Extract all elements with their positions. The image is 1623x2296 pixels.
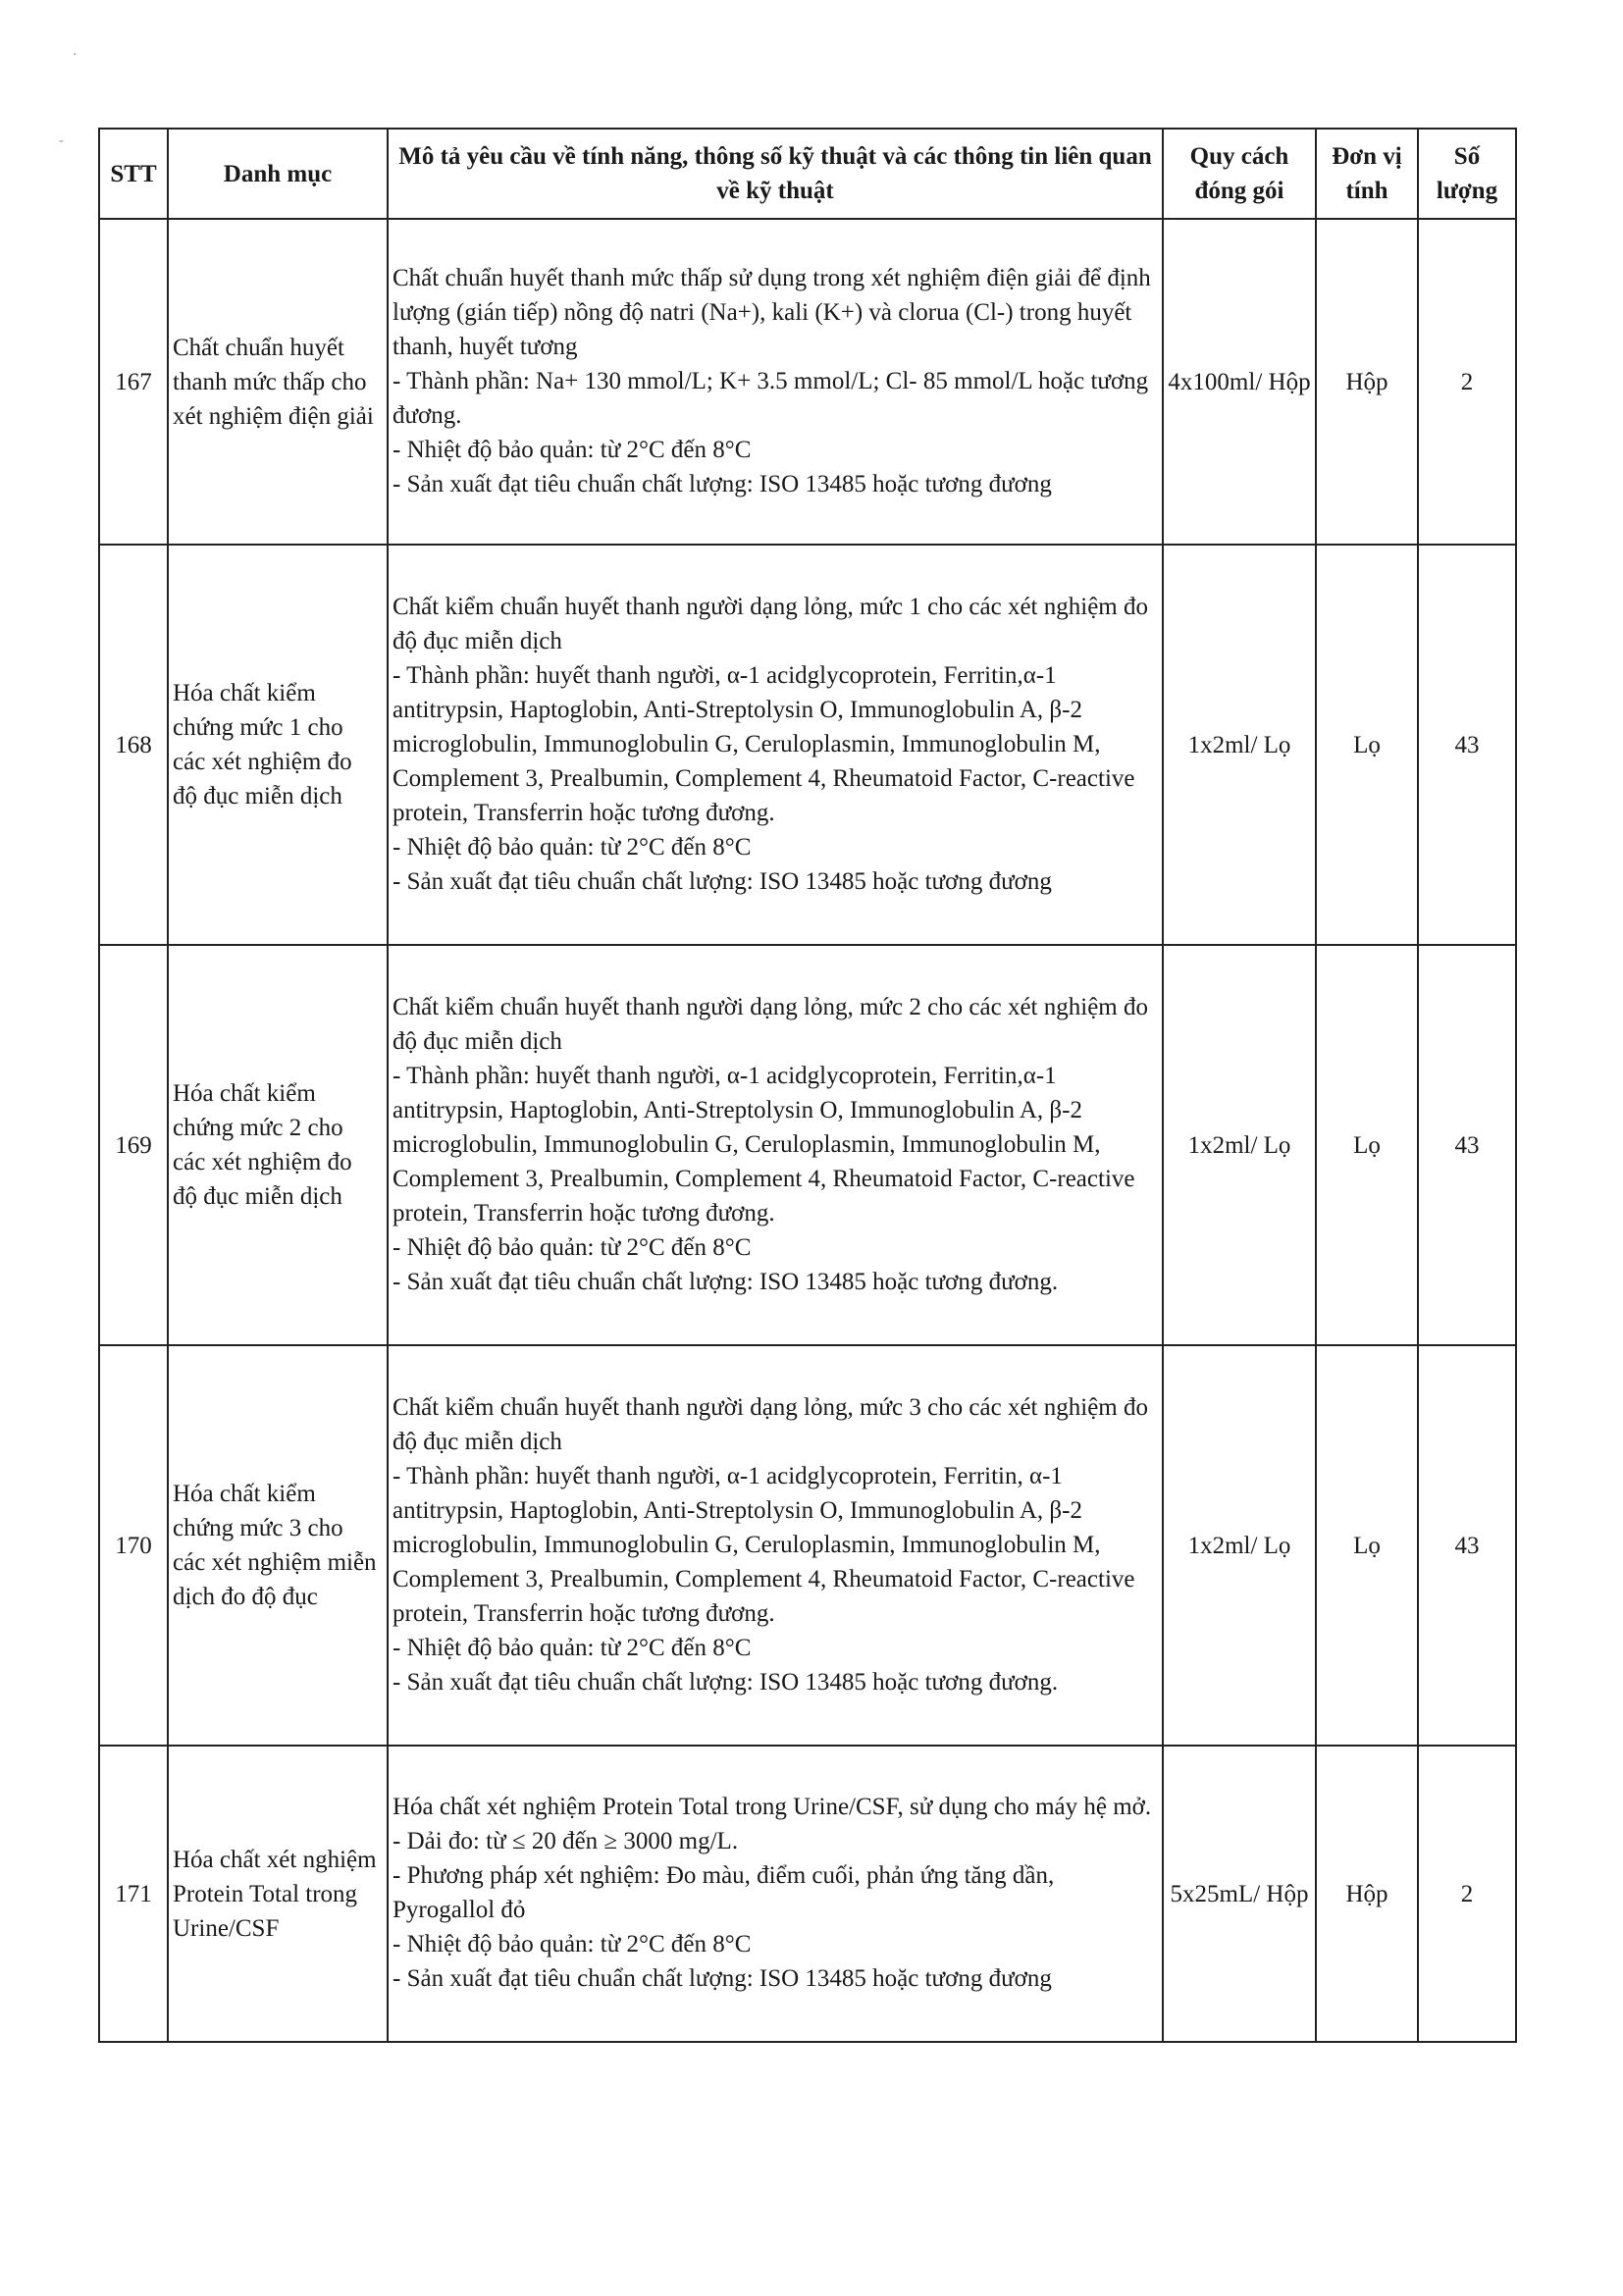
row-unit: Hộp — [1316, 1746, 1418, 2042]
row-stt: 167 — [99, 219, 168, 545]
row-stt: 168 — [99, 545, 168, 945]
row-name: Chất chuẩn huyết thanh mức thấp cho xét nghiệm điện giải — [168, 219, 388, 545]
header-quantity: Số lượng — [1418, 129, 1516, 219]
table-row — [99, 1345, 1516, 1746]
row-name: Hóa chất kiểm chứng mức 2 cho các xét nghiệm đo độ đục miễn dịch — [168, 945, 388, 1345]
description-line: Hóa chất xét nghiệm Protein Total trong Urine/CSF, sử dụng cho máy hệ mở. — [393, 1794, 1152, 1820]
scan-speck: · — [73, 47, 78, 63]
row-packaging: 1x2ml/ Lọ — [1163, 1345, 1316, 1746]
description-line: - Nhiệt độ bảo quản: từ 2°C đến 8°C — [393, 436, 752, 463]
row-description — [388, 219, 1163, 545]
row-quantity: 43 — [1418, 945, 1516, 1345]
row-name: Hóa chất kiểm chứng mức 1 cho các xét nghiệm đo độ đục miễn dịch — [168, 545, 388, 945]
description-line: - Sản xuất đạt tiêu chuẩn chất lượng: ISO 13485 hoặc tương đương — [393, 1965, 1052, 1992]
row-name: Hóa chất xét nghiệm Protein Total trong Urine/CSF — [168, 1746, 388, 2042]
scan-speck: - — [59, 133, 65, 149]
table-row — [99, 219, 1516, 545]
row-packaging: 4x100ml/ Hộp — [1163, 219, 1316, 545]
header-description: Mô tả yêu cầu về tính năng, thông số kỹ thuật và các thông tin liên quan về kỹ thuật — [388, 129, 1163, 219]
header-stt: STT — [99, 129, 168, 219]
row-description — [388, 1345, 1163, 1746]
description-line: Chất kiểm chuẩn huyết thanh người dạng lỏng, mức 1 cho các xét nghiệm đo độ đục miễn dịch — [393, 593, 1148, 654]
header-unit: Đơn vị tính — [1316, 129, 1418, 219]
row-quantity: 2 — [1418, 1746, 1516, 2042]
row-packaging: 1x2ml/ Lọ — [1163, 945, 1316, 1345]
row-packaging: 5x25mL/ Hộp — [1163, 1746, 1316, 2042]
table-row — [99, 945, 1516, 1345]
row-quantity: 2 — [1418, 219, 1516, 545]
description-line: - Thành phần: huyết thanh người, α-1 acidglycoprotein, Ferritin, α-1 antitrypsin, Haptoglobin, Anti-Streptolysin O, Immunoglobulin A, β-2 microglobulin, Immunoglobulin G, Ceruloplasmin, Immunoglobulin M, Complement 3, Prealbumin, Complement 4, Rheumatoid Factor, C-reactive protein, Transferrin hoặc tương đương. — [393, 1462, 1135, 1627]
row-name: Hóa chất kiểm chứng mức 3 cho các xét nghiệm miễn dịch đo độ đục — [168, 1345, 388, 1746]
header-name: Danh mục — [168, 129, 388, 219]
description-line: Chất chuẩn huyết thanh mức thấp sử dụng trong xét nghiệm điện giải để định lượng (gián tiếp) nồng độ natri (Na+), kali (K+) và clorua (Cl-) trong huyết thanh, huyết tương — [393, 264, 1151, 360]
row-stt: 170 — [99, 1345, 168, 1746]
description-line: - Sản xuất đạt tiêu chuẩn chất lượng: ISO 13485 hoặc tương đương. — [393, 1668, 1059, 1696]
row-unit: Lọ — [1316, 945, 1418, 1345]
description-line: - Thành phần: huyết thanh người, α-1 acidglycoprotein, Ferritin,α-1 antitrypsin, Haptoglobin, Anti-Streptolysin O, Immunoglobulin A, β-2 microglobulin, Immunoglobulin G, Ceruloplasmin, Immunoglobulin M, Complement 3, Prealbumin, Complement 4, Rheumatoid Factor, C-reactive protein, Transferrin hoặc tương đương. — [393, 1062, 1135, 1226]
description-line: - Sản xuất đạt tiêu chuẩn chất lượng: ISO 13485 hoặc tương đương — [393, 470, 1052, 497]
table-row — [99, 545, 1516, 945]
row-quantity: 43 — [1418, 545, 1516, 945]
description-line: - Thành phần: huyết thanh người, α-1 acidglycoprotein, Ferritin,α-1 antitrypsin, Haptoglobin, Anti-Streptolysin O, Immunoglobulin A, β-2 microglobulin, Immunoglobulin G, Ceruloplasmin, Immunoglobulin M, Complement 3, Prealbumin, Complement 4, Rheumatoid Factor, C-reactive protein, Transferrin hoặc tương đương. — [393, 661, 1135, 826]
row-unit: Hộp — [1316, 219, 1418, 545]
row-stt: 171 — [99, 1746, 168, 2042]
description-line: - Nhiệt độ bảo quản: từ 2°C đến 8°C — [393, 1931, 752, 1957]
header-packaging: Quy cách đóng gói — [1163, 129, 1316, 219]
specification-table — [98, 128, 1517, 2043]
row-packaging: 1x2ml/ Lọ — [1163, 545, 1316, 945]
row-description — [388, 1746, 1163, 2042]
row-stt: 169 — [99, 945, 168, 1345]
description-line: - Sản xuất đạt tiêu chuẩn chất lượng: ISO 13485 hoặc tương đương. — [393, 1268, 1059, 1295]
row-unit: Lọ — [1316, 1345, 1418, 1746]
description-line: - Phương pháp xét nghiệm: Đo màu, điểm cuối, phản ứng tăng dần, Pyrogallol đỏ — [393, 1862, 1055, 1923]
row-description — [388, 545, 1163, 945]
description-line: - Nhiệt độ bảo quản: từ 2°C đến 8°C — [393, 1233, 752, 1261]
description-line: - Thành phần: Na+ 130 mmol/L; K+ 3.5 mmol/L; Cl- 85 mmol/L hoặc tương đương. — [393, 367, 1149, 429]
description-line: Chất kiểm chuẩn huyết thanh người dạng lỏng, mức 2 cho các xét nghiệm đo độ đục miễn dịch — [393, 993, 1148, 1055]
row-quantity: 43 — [1418, 1345, 1516, 1746]
table-row — [99, 1746, 1516, 2042]
row-description — [388, 945, 1163, 1345]
description-line: - Nhiệt độ bảo quản: từ 2°C đến 8°C — [393, 833, 752, 861]
table-header-row — [99, 129, 1516, 219]
description-line: - Dải đo: từ ≤ 20 đến ≥ 3000 mg/L. — [393, 1828, 739, 1854]
row-unit: Lọ — [1316, 545, 1418, 945]
description-line: - Nhiệt độ bảo quản: từ 2°C đến 8°C — [393, 1634, 752, 1661]
description-line: Chất kiểm chuẩn huyết thanh người dạng lỏng, mức 3 cho các xét nghiệm đo độ đục miễn dịch — [393, 1393, 1148, 1455]
description-line: - Sản xuất đạt tiêu chuẩn chất lượng: ISO 13485 hoặc tương đương — [393, 867, 1052, 895]
